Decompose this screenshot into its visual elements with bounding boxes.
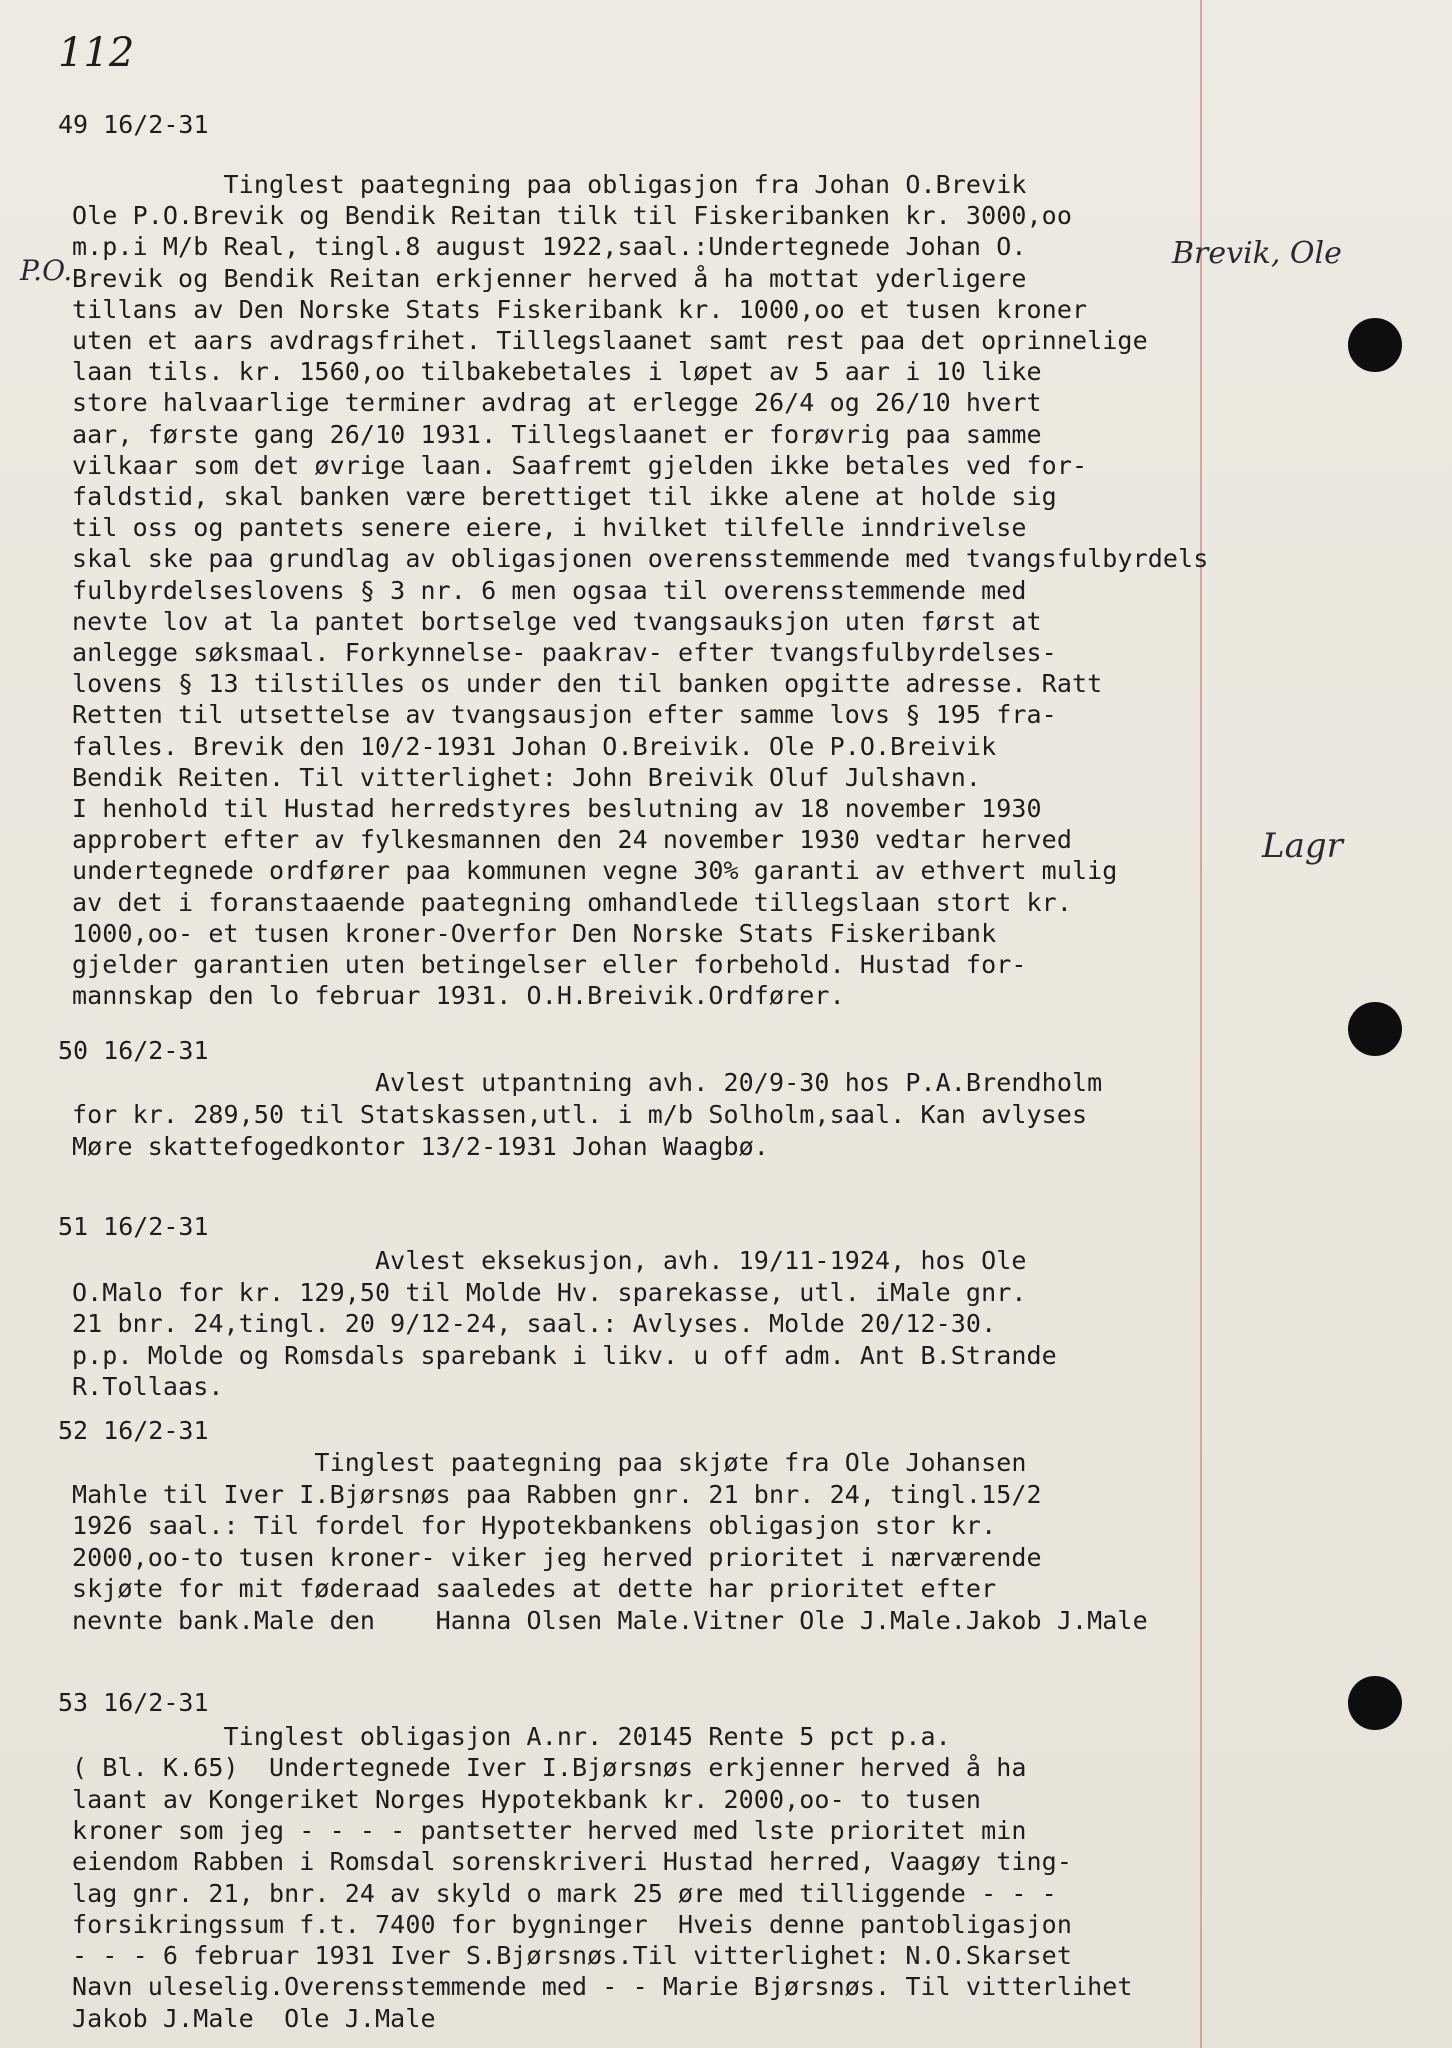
text-line: Møre skattefogedkontor 13/2-1931 Johan Waagbø. bbox=[72, 1132, 769, 1161]
text-line: skjøte for mit føderaad saaledes at dette har prioritet efter bbox=[72, 1574, 997, 1603]
text-line: m.p.i M/b Real, tingl.8 august 1922,saal.:Undertegnede Johan O. bbox=[72, 232, 1027, 262]
margin-note: Brevik, Ole bbox=[1172, 236, 1342, 271]
text-line: ( Bl. K.65) Undertegnede Iver I.Bjørsnøs erkjenner herved å ha bbox=[72, 1753, 1027, 1783]
margin-rule bbox=[1200, 0, 1202, 2048]
text-line: uten et aars avdragsfrihet. Tillegslaanet samt rest paa det oprinnelige bbox=[72, 326, 1148, 355]
text-line: I henhold til Hustad herredstyres beslutning av 18 november 1930 bbox=[72, 794, 1042, 823]
text-line: laant av Kongeriket Norges Hypotekbank kr. 2000,oo- to tusen bbox=[72, 1784, 982, 1814]
text-line: gjelder garantien uten betingelser eller forbehold. Hustad for- bbox=[72, 950, 1027, 979]
text-line: vilkaar som det øvrige laan. Saafremt gjelden ikke betales ved for- bbox=[72, 450, 1088, 480]
text-line: nevte lov at la pantet bortselge ved tvangsauksjon uten først at bbox=[72, 606, 1042, 636]
text-line: store halvaarlige terminer avdrag at erlegge 26/4 og 26/10 hvert bbox=[72, 388, 1042, 418]
entry-header: 52 16/2-31 bbox=[58, 1416, 209, 1445]
text-line: undertegnede ordfører paa kommunen vegne 30% garanti av ethvert mulig bbox=[72, 856, 1118, 886]
text-line: Jakob J.Male Ole J.Male bbox=[72, 2003, 436, 2033]
text-line: approbert efter av fylkesmannen den 24 november 1930 vedtar herved bbox=[72, 825, 1072, 855]
text-line: 21 bnr. 24,tingl. 20 9/12-24, saal.: Avlyses. Molde 20/12-30. bbox=[72, 1309, 997, 1338]
entry-header: 53 16/2-31 bbox=[58, 1688, 209, 1717]
text-line: skal ske paa grundlag av obligasjonen overensstemmende med tvangsfulbyrdels bbox=[72, 544, 1209, 574]
text-line: Avlest utpantning avh. 20/9-30 hos P.A.Brendholm bbox=[72, 1068, 1103, 1097]
text-line: av det i foranstaaende paategning omhandlede tillegslaan stort kr. bbox=[72, 887, 1072, 917]
text-line: for kr. 289,50 til Statskassen,utl. i m/b Solholm,saal. Kan avlyses bbox=[72, 1100, 1088, 1129]
entry-header: 49 16/2-31 bbox=[58, 110, 209, 139]
text-line: Navn uleselig.Overensstemmende med - - Marie Bjørsnøs. Til vitterlihet bbox=[72, 1972, 1133, 2002]
text-line: aar, første gang 26/10 1931. Tillegslaanet er forøvrig paa samme bbox=[72, 419, 1042, 449]
margin-note: Lagr bbox=[1262, 826, 1343, 866]
text-line: Avlest eksekusjon, avh. 19/11-1924, hos Ole bbox=[72, 1246, 1027, 1275]
text-line: forsikringssum f.t. 7400 for bygninger Hveis denne pantobligasjon bbox=[72, 1909, 1072, 1939]
punch-hole bbox=[1348, 1676, 1402, 1730]
text-line: Ole P.O.Brevik og Bendik Reitan tilk til Fiskeribanken kr. 3000,oo bbox=[72, 201, 1072, 231]
text-line: til oss og pantets senere eiere, i hvilket tilfelle inndrivelse bbox=[72, 513, 1027, 543]
text-line: fulbyrdelseslovens § 3 nr. 6 men ogsaa til overensstemmende med bbox=[72, 575, 1027, 605]
text-line: anlegge søksmaal. Forkynnelse- paakrav- efter tvangsfulbyrdelses- bbox=[72, 638, 1057, 667]
text-line: Retten til utsettelse av tvangsausjon efter samme lovs § 195 fra- bbox=[72, 700, 1057, 730]
text-line: 1926 saal.: Til fordel for Hypotekbankens obligasjon stor kr. bbox=[72, 1511, 997, 1540]
punch-hole bbox=[1348, 1002, 1402, 1056]
text-line: eiendom Rabben i Romsdal sorenskriveri Hustad herred, Vaagøy ting- bbox=[72, 1847, 1072, 1877]
text-line: kroner som jeg - - - - pantsetter herved med lste prioritet min bbox=[72, 1815, 1027, 1845]
text-line: 2000,oo-to tusen kroner- viker jeg herved prioritet i nærværende bbox=[72, 1542, 1042, 1572]
entry-header: 51 16/2-31 bbox=[58, 1212, 209, 1241]
text-line: lag gnr. 21, bnr. 24 av skyld o mark 25 øre med tilliggende - - - bbox=[72, 1878, 1057, 1908]
text-line: Mahle til Iver I.Bjørsnøs paa Rabben gnr. 21 bnr. 24, tingl.15/2 bbox=[72, 1479, 1042, 1509]
entry-header: 50 16/2-31 bbox=[58, 1036, 209, 1065]
text-line: R.Tollaas. bbox=[72, 1372, 224, 1401]
text-line: O.Malo for kr. 129,50 til Molde Hv. sparekasse, utl. iMale gnr. bbox=[72, 1277, 1027, 1307]
text-line: lovens § 13 tilstilles os under den til banken opgitte adresse. Ratt bbox=[72, 669, 1103, 699]
text-line: laan tils. kr. 1560,oo tilbakebetales i løpet av 5 aar i 10 like bbox=[72, 357, 1042, 387]
text-line: Tinglest paategning paa skjøte fra Ole Johansen bbox=[72, 1448, 1027, 1477]
text-line: Bendik Reiten. Til vitterlighet: John Breivik Oluf Julshavn. bbox=[72, 762, 982, 792]
text-line: tillans av Den Norske Stats Fiskeribank kr. 1000,oo et tusen kroner bbox=[72, 294, 1088, 324]
text-line: 1000,oo- et tusen kroner-Overfor Den Norske Stats Fiskeribank bbox=[72, 918, 997, 948]
punch-hole bbox=[1348, 318, 1402, 372]
text-line: p.p. Molde og Romsdals sparebank i likv. u off adm. Ant B.Strande bbox=[72, 1340, 1057, 1370]
text-line: nevnte bank.Male den Hanna Olsen Male.Vitner Ole J.Male.Jakob J.Male bbox=[72, 1605, 1148, 1635]
text-line: mannskap den lo februar 1931. O.H.Breivik.Ordfører. bbox=[72, 981, 845, 1011]
text-line: Tinglest paategning paa obligasjon fra Johan O.Brevik bbox=[72, 170, 1027, 199]
margin-note: P.O. bbox=[20, 254, 73, 287]
text-line: Tinglest obligasjon A.nr. 20145 Rente 5 pct p.a. bbox=[72, 1722, 951, 1751]
text-line: faldstid, skal banken være berettiget til ikke alene at holde sig bbox=[72, 482, 1057, 511]
page-number: 112 bbox=[58, 30, 135, 76]
text-line: Brevik og Bendik Reitan erkjenner herved å ha mottat yderligere bbox=[72, 263, 1027, 293]
text-line: falles. Brevik den 10/2-1931 Johan O.Breivik. Ole P.O.Breivik bbox=[72, 731, 997, 761]
text-line: - - - 6 februar 1931 Iver S.Bjørsnøs.Til vitterlighet: N.O.Skarset bbox=[72, 1941, 1072, 1971]
